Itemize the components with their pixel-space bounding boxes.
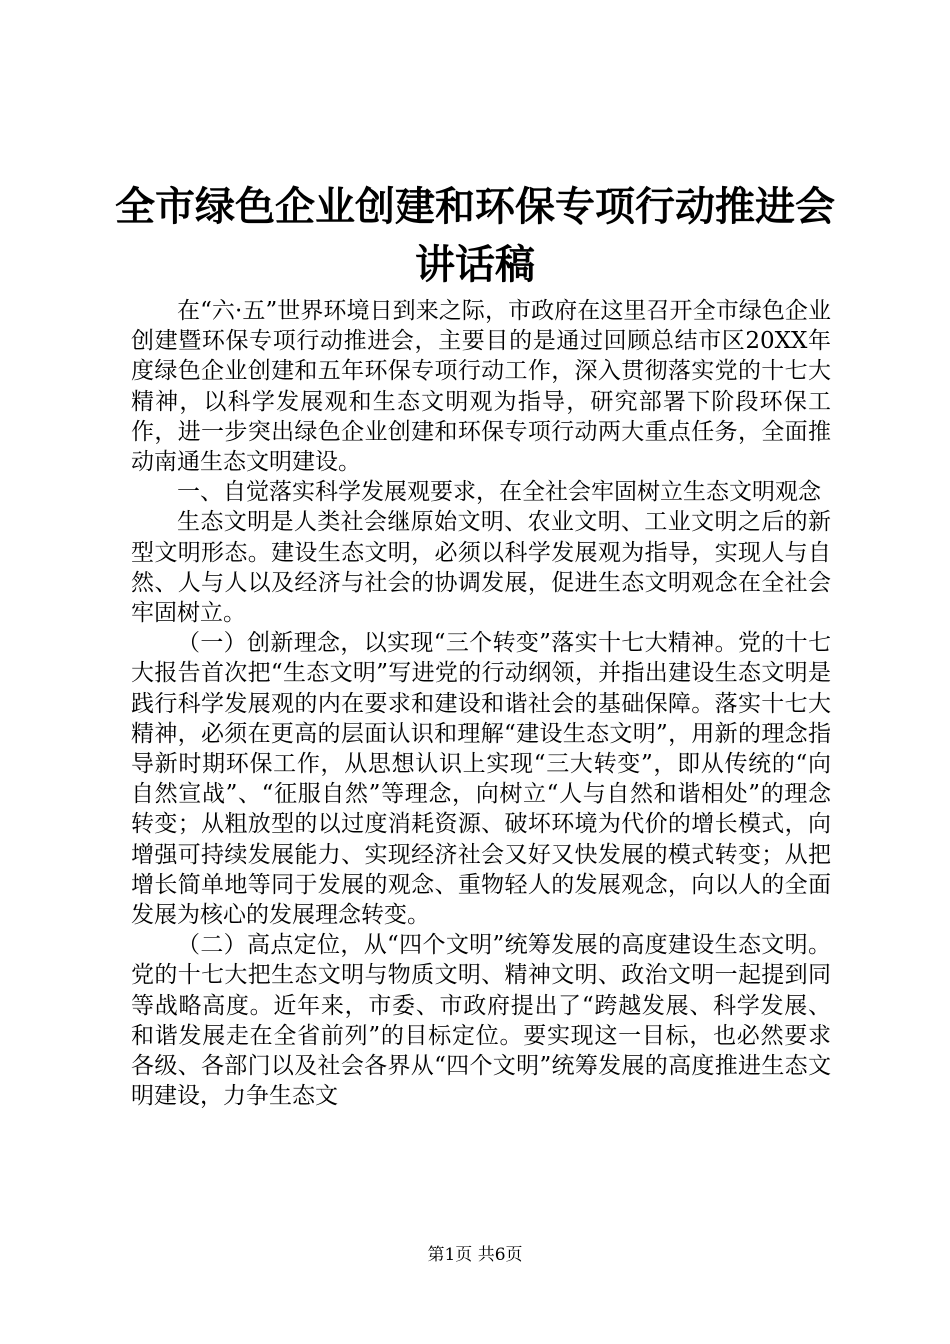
document-body (131, 296, 831, 1111)
page-number-footer: 第1页 共6页 (427, 1245, 523, 1265)
section-heading: 一、自觉落实科学发展观要求，在全社会牢固树立生态文明观念 (177, 479, 821, 506)
paragraph: （二）高点定位，从“四个文明”统筹发展的高度建设生态文明。党的十七大把生态文明与物质文明、精神文明、政治文明一起提到同等战略高度。近年来，市委、市政府提出了“跨越发展、科学发展、和谐发展走在全省前列”的目标定位。要实现这一目标，也必然要求各级、各部门以及社会各界从“四个文明”统筹发展的高度推进生态文明建设，力争生态文 (131, 932, 831, 1110)
paragraph: （一）创新理念，以实现“三个转变”落实十七大精神。党的十七大报告首次把“生态文明”写进党的行动纲领，并指出建设生态文明是践行科学发展观的内在要求和建设和谐社会的基础保障。落实十七大精神，必须在更高的层面认识和理解“建设生态文明”，用新的理念指导新时期环保工作，从思想认识上实现“三大转变”，即从传统的“向自然宣战”、“征服自然”等理念，向树立“人与自然和谐相处”的理念转变；从粗放型的以过度消耗资源、破坏环境为代价的增长模式，向增强可持续发展能力、实现经济社会又好又快发展的模式转变；从把增长简单地等同于发展的观念、重物轻人的发展观念，向以人的全面发展为核心的发展理念转变。 (131, 630, 831, 929)
document-title: 全市绿色企业创建和环保专项行动推进会讲话稿 (115, 183, 835, 288)
paragraph: 在“六·五”世界环境日到来之际，市政府在这里召开全市绿色企业创建暨环保专项行动推进会，主要目的是通过回顾总结市区20XX年度绿色企业创建和五年环保专项行动工作，深入贯彻落实党的十七大精神，以科学发展观和生态文明观为指导，研究部署下阶段环保工作，进一步突出绿色企业创建和环保专项行动两大重点任务，全面推动南通生态文明建设。 (131, 298, 831, 476)
paragraph: 生态文明是人类社会继原始文明、农业文明、工业文明之后的新型文明形态。建设生态文明，必须以科学发展观为指导，实现人与自然、人与人以及经济与社会的协调发展，促进生态文明观念在全社会牢固树立。 (131, 509, 831, 627)
